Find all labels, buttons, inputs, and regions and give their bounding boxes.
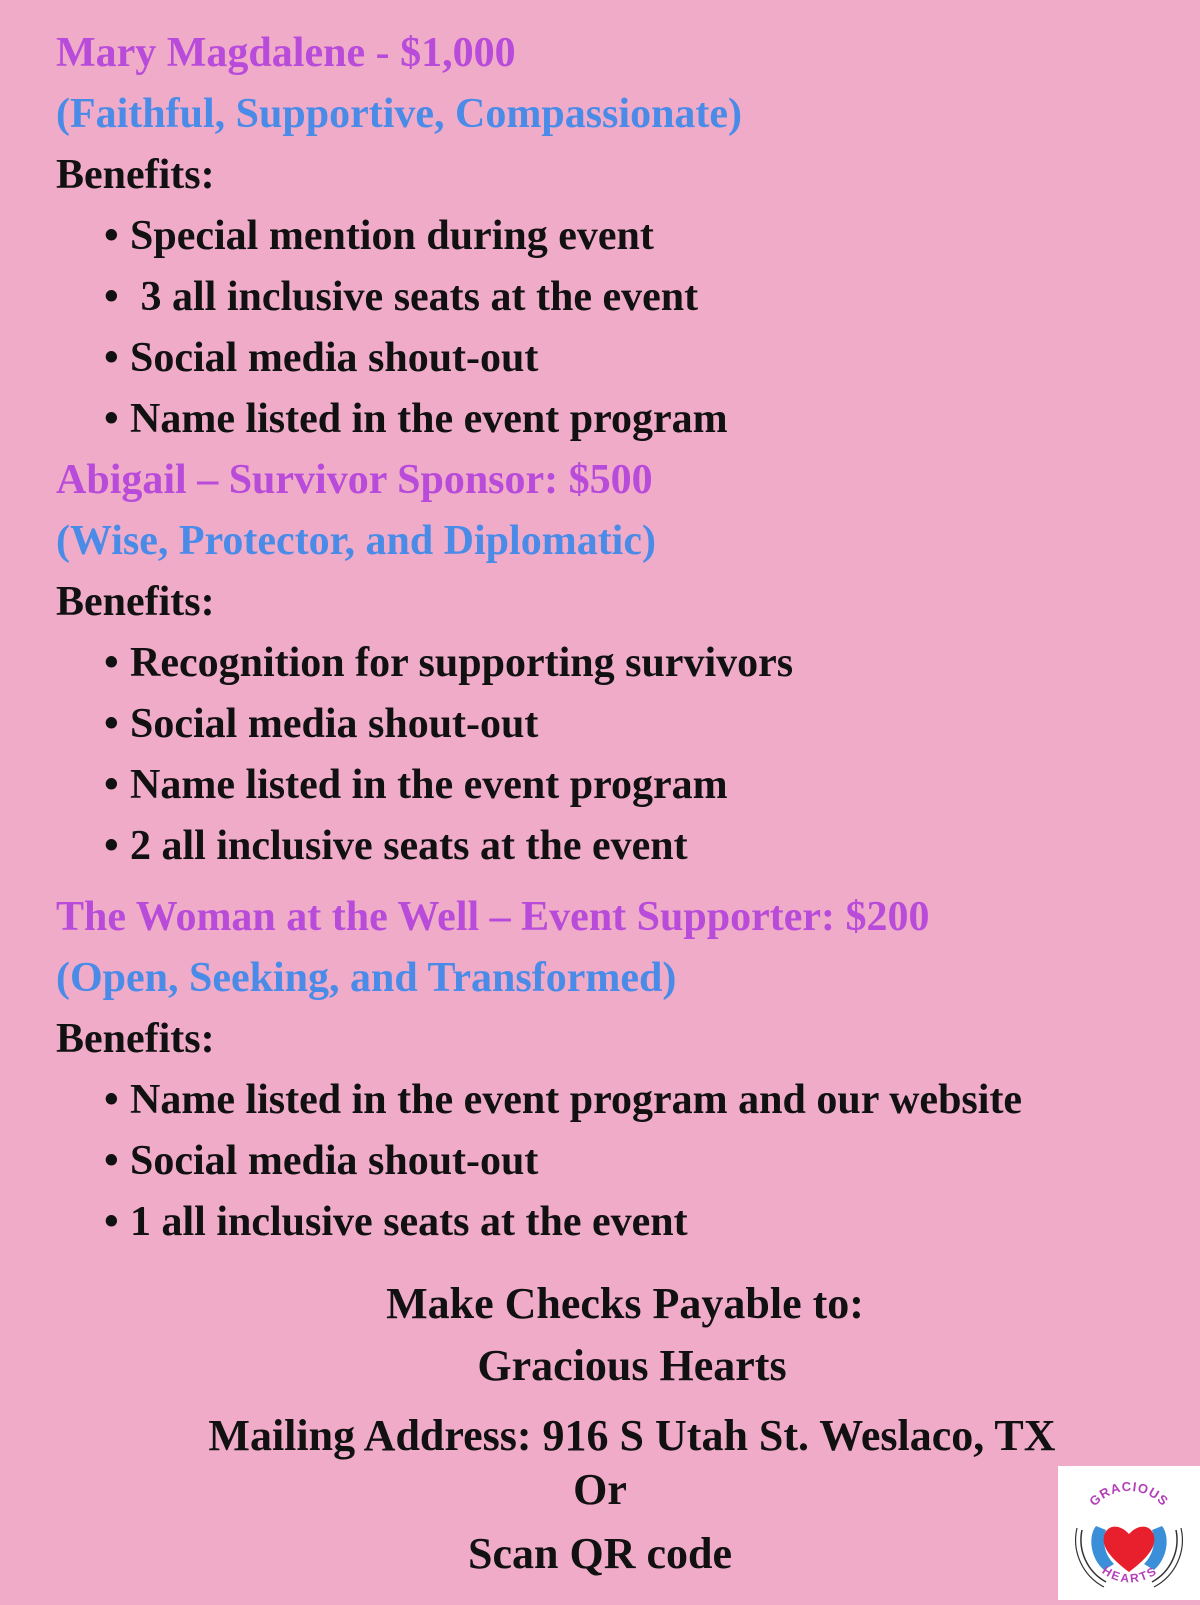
benefit-text: Name listed in the event program and our website [130,1077,1023,1123]
benefit-item [104,272,698,322]
checks-payable-label: Make Checks Payable to: [386,1279,864,1328]
or-label: Or [573,1465,627,1514]
heart-hands-icon [1058,1466,1200,1600]
bullet-icon: • [104,335,119,381]
tier-traits: (Wise, Protector, and Diplomatic) [56,518,656,564]
benefit-item [104,1197,688,1247]
benefit-item [104,638,793,688]
logo-text-top: GRACIOUS [1086,1478,1172,1509]
benefit-item [104,1075,1022,1125]
bullet-icon: • [104,213,119,259]
benefits-label: Benefits: [56,152,215,198]
benefit-item [104,333,538,383]
benefit-item [104,211,654,261]
benefit-text: Name listed in the event program [130,762,728,808]
benefit-text: 1 all inclusive seats at the event [130,1199,688,1245]
benefit-text: 3 all inclusive seats at the event [130,274,699,320]
bullet-icon: • [104,762,119,808]
scan-qr-label: Scan QR code [468,1529,732,1578]
benefits-label: Benefits: [56,1016,215,1062]
tier-title: Mary Magdalene - $1,000 [56,30,516,76]
benefit-text: Social media shout-out [130,1138,539,1184]
tier-traits: (Open, Seeking, and Transformed) [56,955,677,1001]
mailing-address: Mailing Address: 916 S Utah St. Weslaco, TX [208,1411,1056,1460]
benefit-item [104,760,728,810]
bullet-icon: • [104,274,119,320]
payee-name: Gracious Hearts [477,1341,787,1390]
benefit-text: Social media shout-out [130,701,539,747]
benefit-item [104,821,688,871]
benefit-text: Social media shout-out [130,335,539,381]
tier-title: Abigail – Survivor Sponsor: $500 [56,457,653,503]
tier-title: The Woman at the Well – Event Supporter: $200 [56,894,930,940]
svg-text:GRACIOUS [1086,1479,1172,1509]
bullet-icon: • [104,1199,119,1245]
tier-traits: (Faithful, Supportive, Compassionate) [56,91,743,137]
bullet-icon: • [104,823,119,869]
bullet-icon: • [104,1138,119,1184]
benefit-text: Special mention during event [130,213,654,259]
benefit-text: 2 all inclusive seats at the event [130,823,688,869]
benefit-text: Name listed in the event program [130,396,728,442]
benefit-item [104,1136,538,1186]
benefit-text: Recognition for supporting survivors [130,640,794,686]
bullet-icon: • [104,396,119,442]
benefit-item [104,394,728,444]
benefits-label: Benefits: [56,579,215,625]
bullet-icon: • [104,1077,119,1123]
benefit-item [104,699,538,749]
bullet-icon: • [104,640,119,686]
logo-text-bottom: HEARTS [1099,1563,1161,1586]
bullet-icon: • [104,701,119,747]
gracious-hearts-logo [1058,1466,1200,1600]
